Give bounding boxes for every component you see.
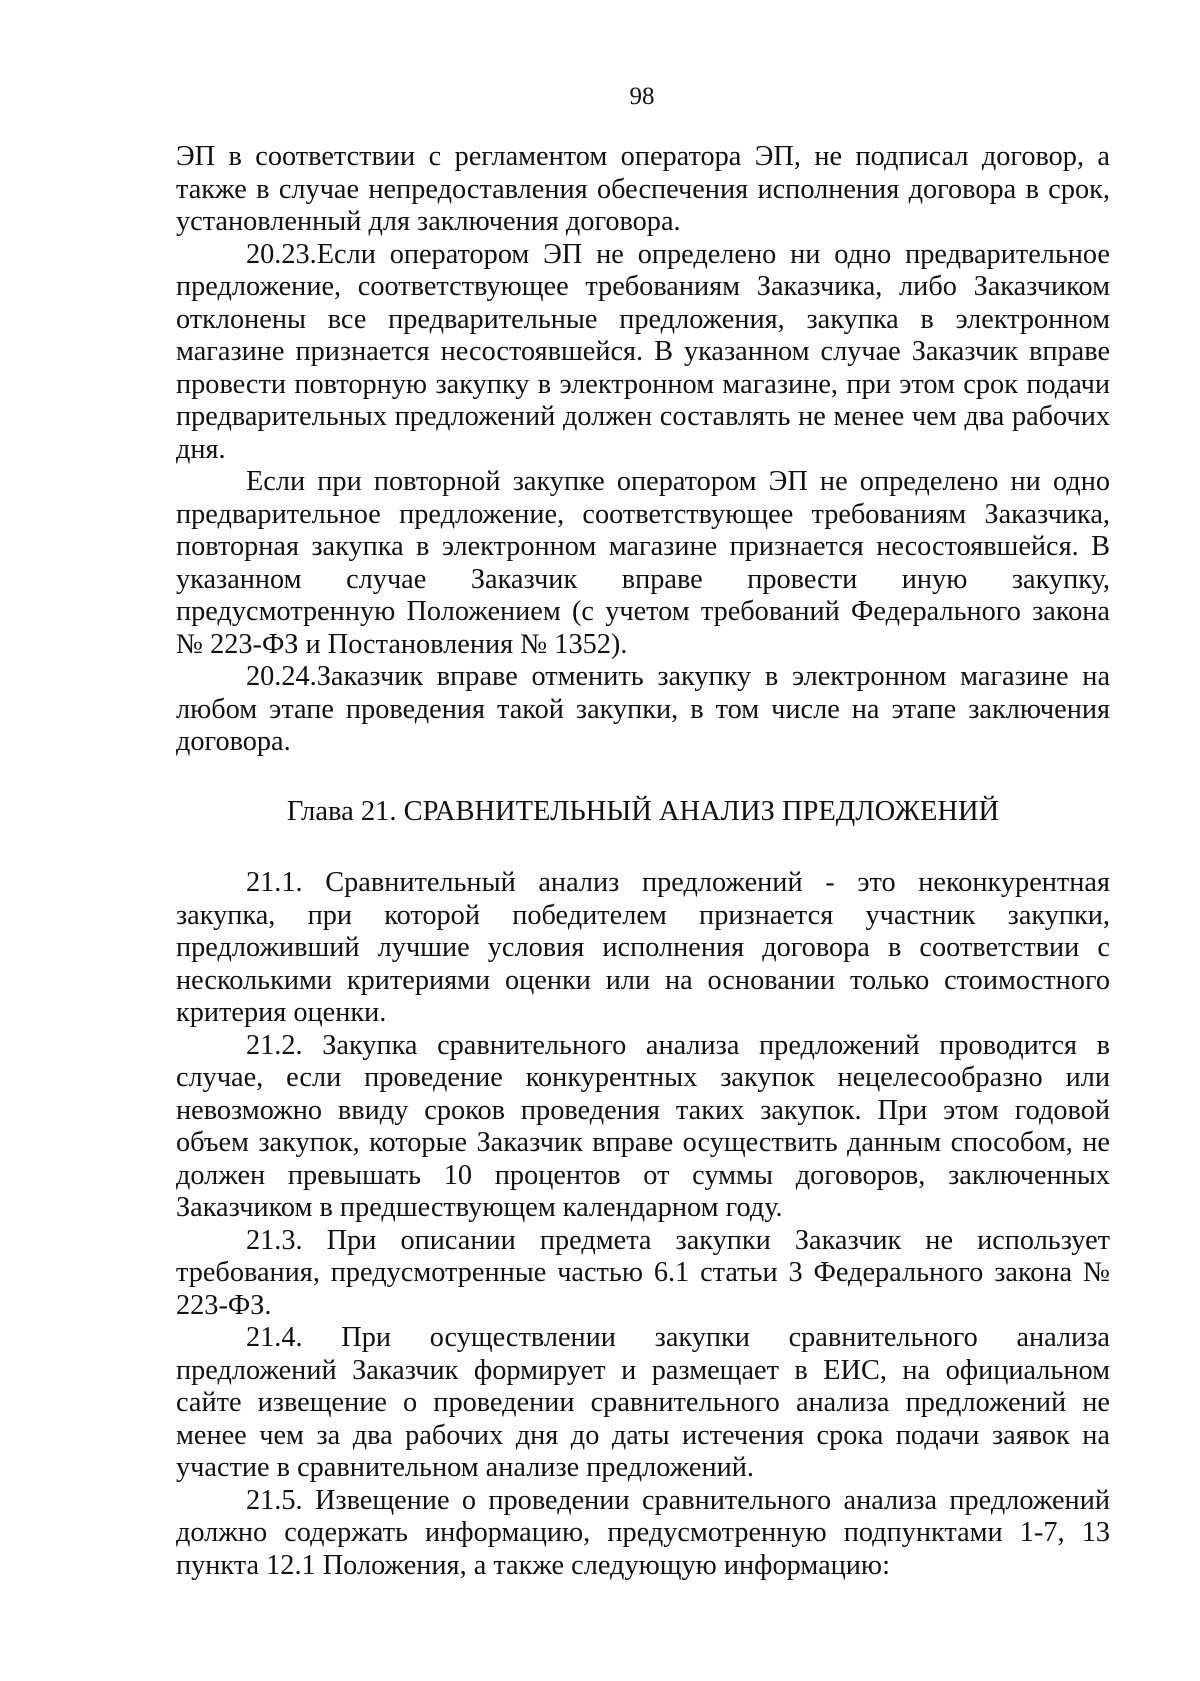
paragraph-21-2: 21.2. Закупка сравнительного анализа предложений проводится в случае, если проведение конкурентных закупок нецелесообразно или невозможно ввиду сроков проведения таких закупок. При этом годовой объем закупок, которые Заказчик вправе осуществить данным способом, не должен превышать 10 процентов от суммы договоров, заключенных Заказчиком в предшествующем календарном году. — [176, 1029, 1110, 1223]
page-number: 98 — [629, 83, 655, 110]
chapter-title: Глава 21. СРАВНИТЕЛЬНЫЙ АНАЛИЗ ПРЕДЛОЖЕНИЙ — [286, 795, 1000, 827]
document-body — [176, 141, 1110, 1582]
paragraph-20-23: 20.23.Если оператором ЭП не определено ни одно предварительное предложение, соответствующее требованиям Заказчика, либо Заказчиком отклонены все предварительные предложения, закупка в электронном магазине признается несостоявшейся. В указанном случае Заказчик вправе провести повторную закупку в электронном магазине, при этом срок подачи предварительных предложений должен составлять не менее чем два рабочих дня. — [176, 238, 1110, 465]
paragraph-continuation: ЭП в соответствии с регламентом оператора ЭП, не подписал договор, а также в случае непредоставления обеспечения исполнения договора в срок, установленный для заключения договора. — [176, 141, 1110, 237]
paragraph-21-4: 21.4. При осуществлении закупки сравнительного анализа предложений Заказчик формирует и размещает в ЕИС, на официальном сайте извещение о проведении сравнительного анализа предложений не менее чем за два рабочих дня до даты истечения срока подачи заявок на участие в сравнительном анализе предложений. — [176, 1322, 1110, 1483]
paragraph-repeat-purchase: Если при повторной закупке оператором ЭП не определено ни одно предварительное предложение, соответствующее требованиям Заказчика, повторная закупка в электронном магазине признается несостоявшейся. В указанном случае Заказчик вправе провести иную закупку, предусмотренную Положением (с учетом требований Федерального закона № 223-ФЗ и Постановления № 1352). — [176, 466, 1110, 660]
paragraph-21-3: 21.3. При описании предмета закупки Заказчик не использует требования, предусмотренные частью 6.1 статьи 3 Федерального закона № 223-ФЗ. — [176, 1224, 1110, 1321]
paragraph-20-24: 20.24.Заказчик вправе отменить закупку в электронном магазине на любом этапе проведения такой закупки, в том числе на этапе заключения договора. — [176, 661, 1110, 757]
paragraph-21-5: 21.5. Извещение о проведении сравнительного анализа предложений должно содержать информацию, предусмотренную подпунктами 1-7, 13 пункта 12.1 Положения, а также следующую информацию: — [176, 1484, 1110, 1581]
paragraph-21-1: 21.1. Сравнительный анализ предложений - это неконкурентная закупка, при которой победителем признается участник закупки, предложивший лучшие условия исполнения договора в соответствии с несколькими критериями оценки или на основании только стоимостного критерия оценки. — [176, 867, 1110, 1028]
